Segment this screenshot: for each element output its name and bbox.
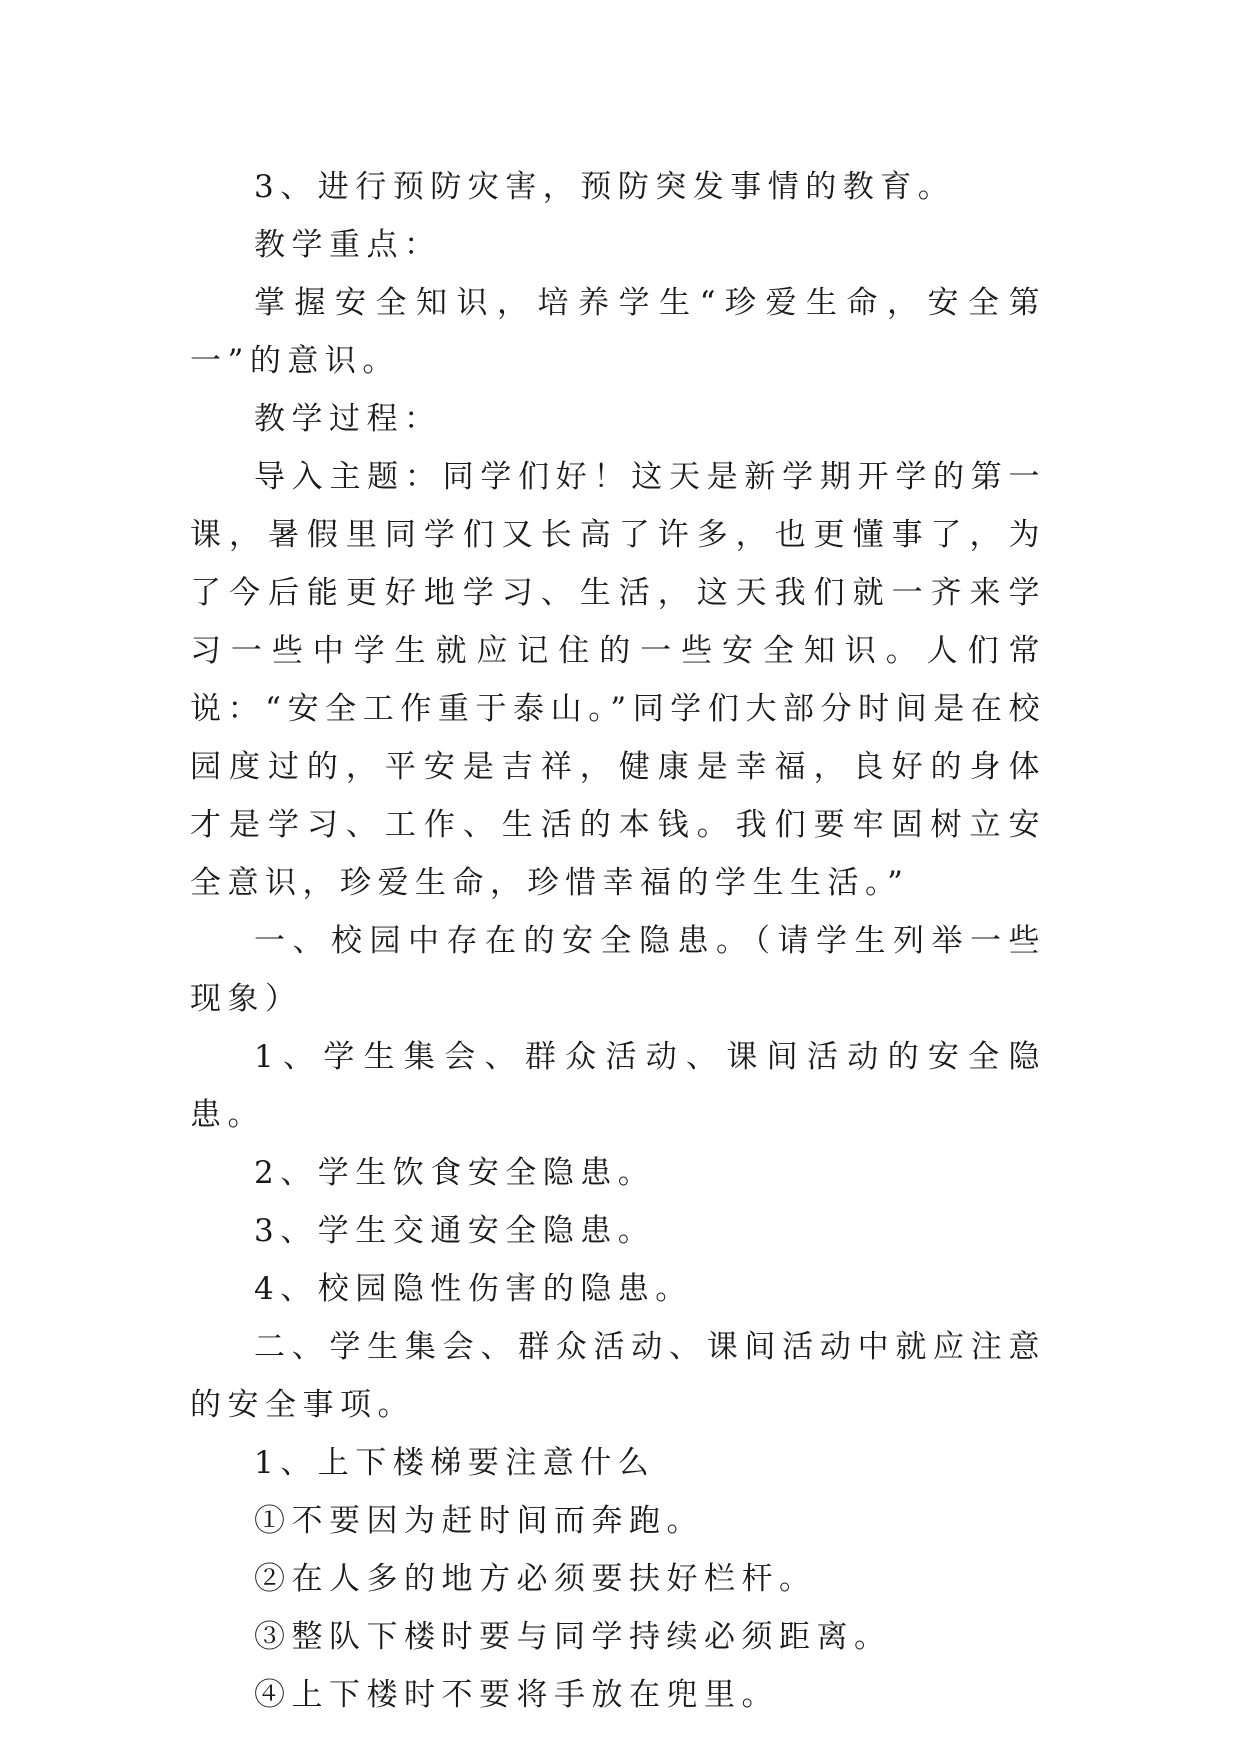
list-item: ①不要因为赶时间而奔跑。 [254, 1503, 704, 1539]
list-item: 2、学生饮食安全隐患。 [254, 1155, 656, 1191]
paragraph-item-3: 3、进行预防灾害，预防突发事情的教育。 [254, 169, 956, 205]
list-item: 1、学生集会、群众活动、课间活动的安全隐患。 [190, 1039, 1046, 1133]
list-item: 4、校园隐性伤害的隐患。 [254, 1271, 693, 1307]
heading-teaching-focus: 教学重点： [254, 227, 442, 263]
paragraph-teaching-focus: 掌握安全知识，培养学生“珍爱生命，安全第一”的意识。 [190, 285, 1046, 379]
subsection-heading: 1、上下楼梯要注意什么 [254, 1445, 656, 1481]
body-text [190, 158, 1046, 1724]
paragraph-introduction: 导入主题：同学们好！这天是新学期开学的第一课，暑假里同学们又长高了许多，也更懂事了，为了今后能更好地学习、生活，这天我们就一齐来学习一些中学生就应记住的一些安全知识。人们常说：“安全工作重于泰山。”同学们大部分时间是在校园度过的，平安是吉祥，健康是幸福，良好的身体才是学习、工作、生活的本钱。我们要牢固树立安全意识，珍爱生命，珍惜幸福的学生生活。” [190, 459, 1046, 901]
section-heading-2: 二、学生集会、群众活动、课间活动中就应注意的安全事项。 [190, 1329, 1046, 1423]
heading-teaching-process: 教学过程： [254, 401, 442, 437]
list-item: ④上下楼时不要将手放在兜里。 [254, 1677, 779, 1713]
section-heading-1: 一、校园中存在的安全隐患。（请学生列举一些现象） [190, 923, 1046, 1017]
list-item: ②在人多的地方必须要扶好栏杆。 [254, 1561, 817, 1597]
list-item: ③整队下楼时要与同学持续必须距离。 [254, 1619, 892, 1655]
list-item: 3、学生交通安全隐患。 [254, 1213, 656, 1249]
